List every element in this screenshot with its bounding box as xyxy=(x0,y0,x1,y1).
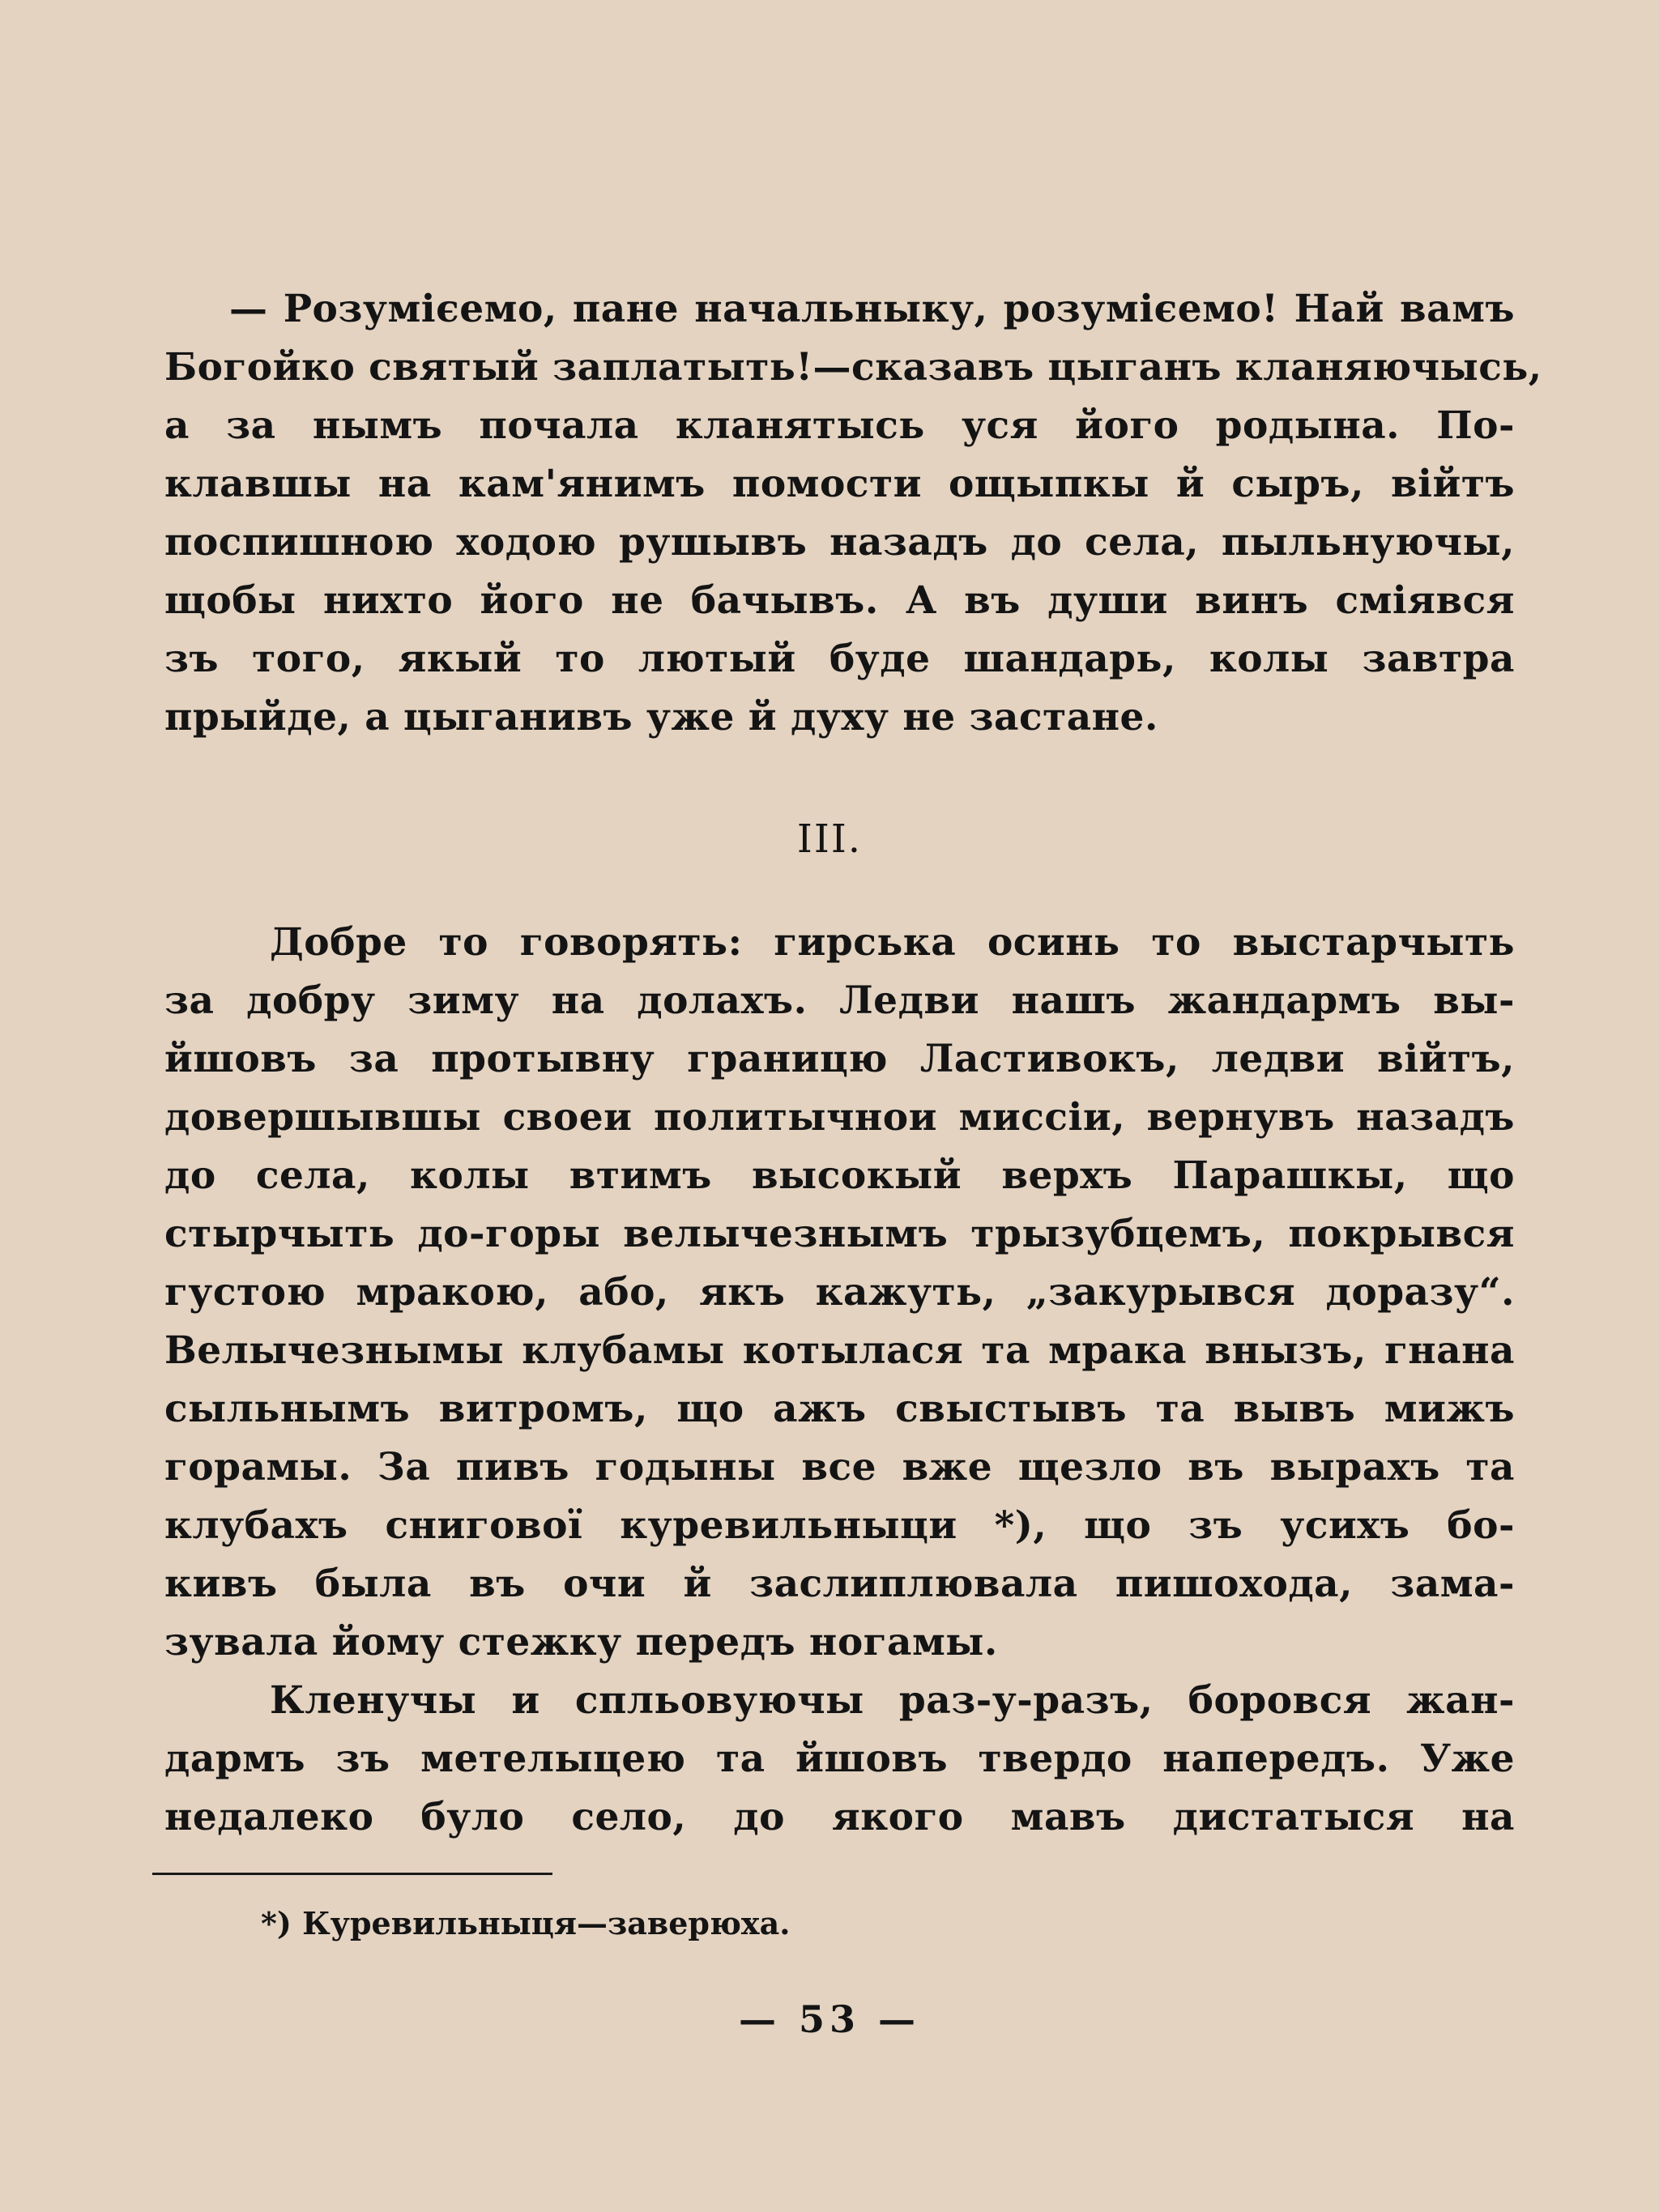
text-line: клубахъ снигової куревильныци *), що зъ усихъ бо- xyxy=(164,1503,1515,1548)
text-line: довершывшы своеи политычнои миссіи, вернувъ назадъ xyxy=(164,1095,1515,1140)
text-line: зъ того, якый то лютый буде шандарь, колы завтра xyxy=(164,637,1515,681)
text-line: густою мракою, або, якъ кажуть, „закурывся доразу“. xyxy=(164,1270,1515,1315)
text-line: до села, колы втимъ высокый верхъ Парашкы, що xyxy=(164,1153,1515,1198)
text-line: Добре то говорять: гирська осинь то выстарчыть xyxy=(270,920,1515,965)
paragraph-block-main xyxy=(164,914,1515,1847)
text-line: — Розумієемо, пане начальныку, розумієемо! Най вамъ xyxy=(229,287,1515,331)
text-line: йшовъ за протывну границю Ластивокъ, ледви війтъ, xyxy=(164,1037,1515,1081)
text-line: щобы нихто його не бачывъ. А въ души винъ сміявся xyxy=(164,578,1515,623)
text-line: клавшы на кам'янимъ помости ощыпкы й сыръ, війтъ xyxy=(164,462,1515,506)
text-line: прыйде, а цыганивъ уже й духу не застане. xyxy=(164,695,1158,739)
text-line: сыльнымъ витромъ, що ажъ свыстывъ та вывъ мижъ xyxy=(164,1387,1515,1431)
text-line: Богойко святый заплатыть!—сказавъ цыганъ кланяючысь, xyxy=(164,345,1542,390)
text-line: зувала йому стежку передъ ногамы. xyxy=(164,1620,998,1664)
text-line: за добру зиму на долахъ. Ледви нашъ жандармъ вы- xyxy=(164,978,1515,1023)
paragraph-block-top xyxy=(164,280,1542,747)
text-line: дармъ зъ метелыцею та йшовъ твердо напередъ. Уже xyxy=(164,1737,1515,1781)
text-line: недалеко було село, до якого мавъ дистатыся на xyxy=(164,1795,1515,1839)
text-line: горамы. За пивъ годыны все вже щезло въ вырахъ та xyxy=(164,1445,1515,1490)
section-heading: III. xyxy=(796,816,863,862)
text-line: Кленучы и спльовуючы раз-у-разъ, боровся жан- xyxy=(270,1678,1515,1723)
text-line: Велычезнымы клубамы котылася та мрака внызъ, гнана xyxy=(164,1328,1515,1373)
page-number: — 53 — xyxy=(738,1997,921,2041)
text-line: а за нымъ почала кланятысь уся його родына. По- xyxy=(164,403,1515,448)
footnote-divider xyxy=(152,1873,552,1875)
text-line: стырчыть до-горы велычезнымъ трызубцемъ, покрывся xyxy=(164,1212,1515,1256)
footnote: *) Куревильныця—заверюха. xyxy=(261,1905,791,1941)
text-line: кивъ была въ очи й заслиплювала пишохода, зама- xyxy=(164,1562,1515,1606)
text-line: поспишною ходою рушывъ назадъ до села, пыльнуючы, xyxy=(164,520,1515,565)
